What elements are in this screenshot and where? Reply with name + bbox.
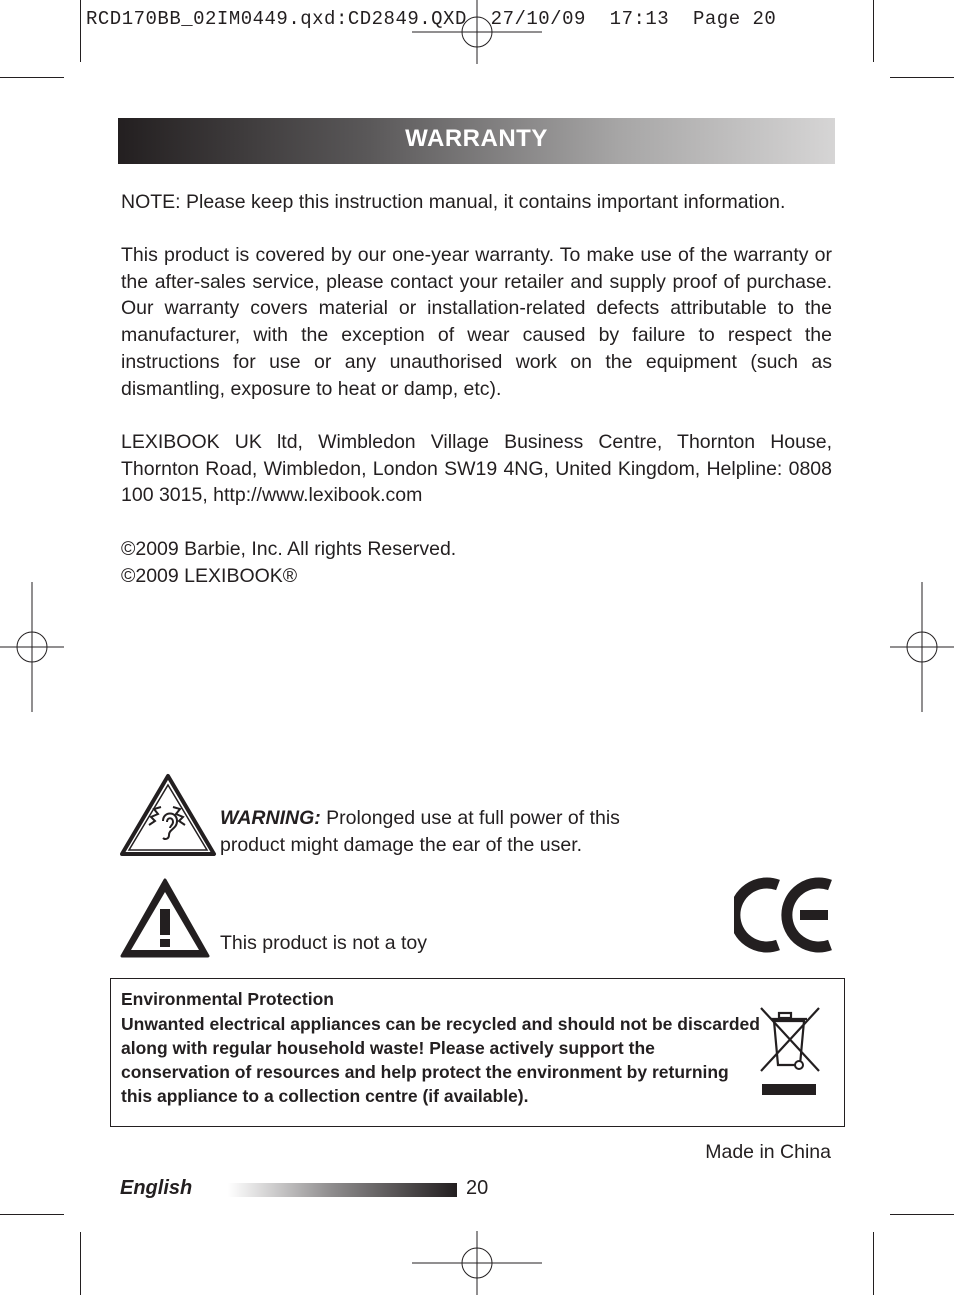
registration-mark-left [0,582,64,712]
ce-mark-icon [734,877,836,953]
address-paragraph: LEXIBOOK UK ltd, Wimbledon Village Business Centre, Thornton House, Thornton Road, Wimbledon, London SW19 4NG, United Kingdom, Helpline: 0808 100 3015, http://www.lexibook.com [121,431,832,507]
exclamation-warning-icon [119,877,211,959]
footer-gradient-bar [228,1183,457,1197]
page-title: WARRANTY [405,125,548,152]
language-label: English [120,1177,193,1199]
warranty-paragraph: This product is covered by our one-year warranty. To make use of the warranty or the after-sales service, please contact your retailer and supply proof of purchase. Our warranty covers material or installation-related defects attributable to the manufacturer, with the exception of wear caused by failure to respect the instructions for use or any unauthorised work on the equipment (such as dismantling, exposure to heat or damp, etc). [121,244,832,400]
section-header-banner [118,118,835,164]
registration-mark-bottom [412,1231,542,1295]
made-in-label: Made in China [705,1141,831,1163]
registration-mark-right [890,582,954,712]
warning-label: WARNING: [220,807,321,829]
environmental-body: Unwanted electrical appliances can be recycled and should not be discarded along with regular household waste! Please actively support the conservation of resources and help protect the environment by returning this appliance to a collection centre (if available). [121,1014,760,1106]
warning-message: Prolonged use at full power of this product might damage the ear of the user. [220,807,620,856]
hearing-damage-warning-icon [119,773,217,857]
crossed-out-bin-icon [757,1005,827,1101]
not-a-toy-text: This product is not a toy [220,932,428,954]
page-number: 20 [466,1177,489,1199]
note-paragraph: NOTE: Please keep this instruction manual, it contains important information. [121,191,786,213]
environmental-protection-box [110,978,845,1127]
copyright-barbie: ©2009 Barbie, Inc. All rights Reserved. [121,538,457,560]
hearing-warning-text [220,805,660,858]
copyright-lexibook: ©2009 LEXIBOOK® [121,565,298,587]
registration-mark-top [412,0,542,64]
environmental-title: Environmental Protection [121,989,334,1009]
print-slug: RCD170BB_02IM0449.qxd:CD2849.QXD 27/10/09 17:13 Page 20 [86,8,777,30]
